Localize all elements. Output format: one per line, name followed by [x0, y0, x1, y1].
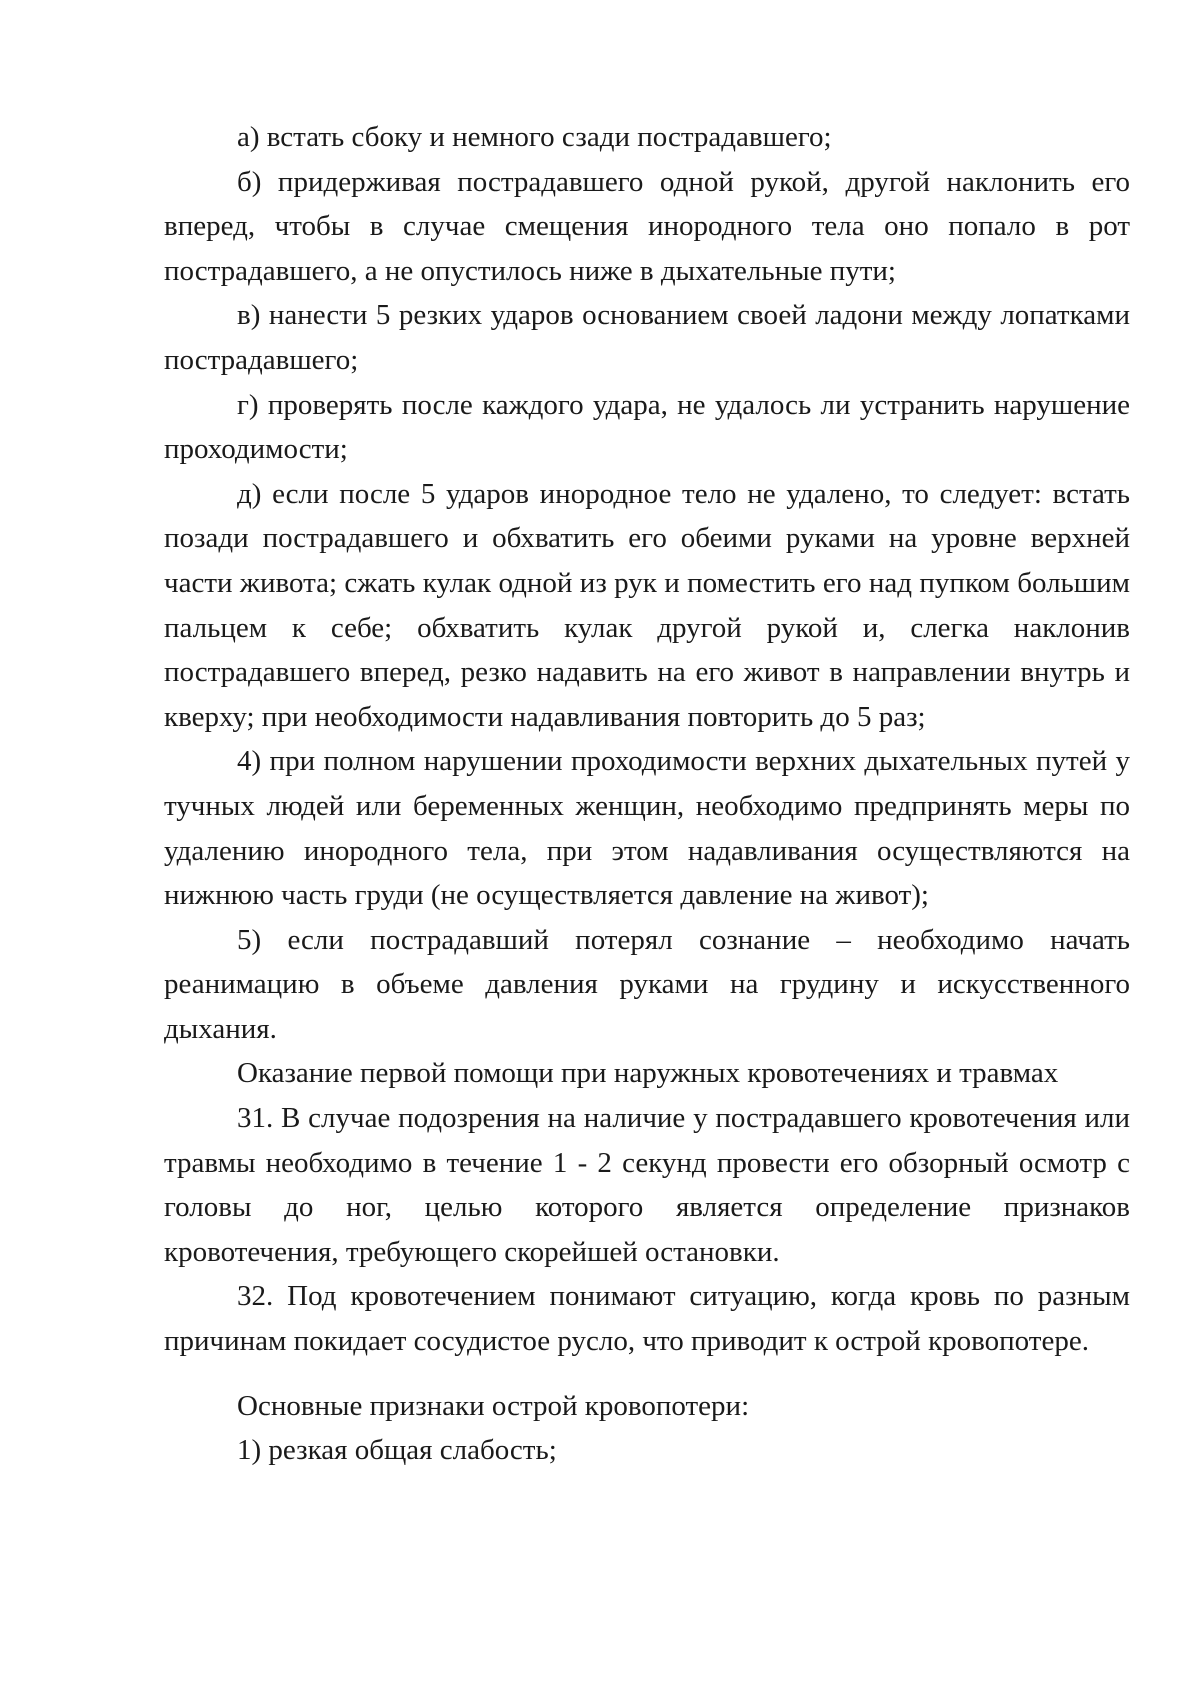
paragraph-g: г) проверять после каждого удара, не удалось ли устранить нарушение проходимости; [164, 388, 1130, 466]
paragraph-a: а) встать сбоку и немного сзади пострадавшего; [237, 121, 832, 153]
paragraph-d: д) если после 5 ударов инородное тело не удалено, то следует: встать позади пострадавшего и обхватить его обеими руками на уровне верхней части живота; сжать кулак одной из рук и поместить его над пупком большим пальцем к себе; обхватить кулак другой рукой и, слегка наклонив пострадавшего вперед, резко надавить на его живот в направлении внутрь и кверху; при необходимости надавливания повторить до 5 раз; [164, 477, 1130, 733]
paragraph-31: 31. В случае подозрения на наличие у пострадавшего кровотечения или травмы необходимо в течение 1 - 2 секунд провести его обзорный осмотр с головы до ног, целью которого является определение признаков кровотечения, требующего скорейшей остановки. [164, 1102, 1130, 1268]
document-body [164, 115, 1130, 1473]
paragraph-b: б) придерживая пострадавшего одной рукой, другой наклонить его вперед, чтобы в случае смещения инородного тела оно попало в рот пострадавшего, а не опустилось ниже в дыхательные пути; [164, 165, 1130, 287]
section-heading: Оказание первой помощи при наружных кровотечениях и травмах [237, 1057, 1059, 1090]
list-item-1: 1) резкая общая слабость; [237, 1434, 557, 1467]
paragraph-4: 4) при полном нарушении проходимости верхних дыхательных путей у тучных людей или беременных женщин, необходимо предпринять меры по удалению инородного тела, при этом надавливания осуществляются на нижнюю часть груди (не осуществляется давление на живот); [164, 745, 1130, 912]
paragraph-32: 32. Под кровотечением понимают ситуацию, когда кровь по разным причинам покидает сосудистое русло, что приводит к острой кровопотере. [164, 1280, 1130, 1358]
paragraph-v: в) нанести 5 резких ударов основанием своей ладони между лопатками пострадавшего; [164, 299, 1130, 376]
paragraph-5: 5) если пострадавший потерял сознание – необходимо начать реанимацию в объеме давления руками на грудину и искусственного дыхания. [164, 923, 1130, 1045]
signs-heading: Основные признаки острой кровопотери: [237, 1389, 750, 1422]
